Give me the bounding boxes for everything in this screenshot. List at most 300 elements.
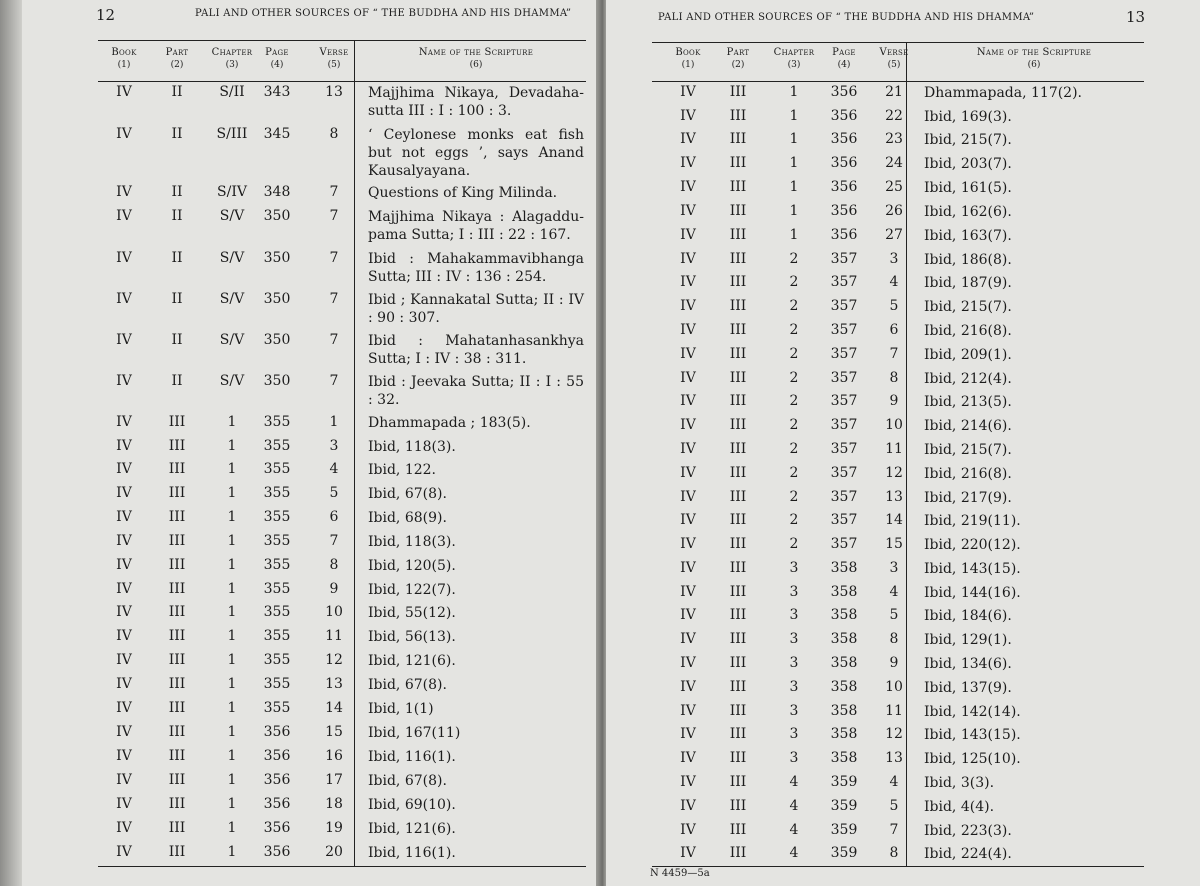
cell-chapter: S/V bbox=[219, 208, 245, 224]
cell-part: III bbox=[168, 438, 186, 454]
cell-part: II bbox=[171, 84, 183, 100]
cell-scripture: Ibid, 68(9). bbox=[368, 510, 447, 526]
cell-part: III bbox=[168, 652, 186, 668]
cell-scripture: Ibid, 216(8). bbox=[924, 323, 1012, 339]
cell-book: IV bbox=[116, 332, 132, 348]
table-bottom-rule bbox=[98, 866, 586, 867]
cell-book: IV bbox=[116, 126, 132, 142]
cell-page: 358 bbox=[830, 560, 858, 576]
cell-book: IV bbox=[680, 774, 696, 790]
cell-book: IV bbox=[680, 227, 696, 243]
cell-chapter: 1 bbox=[227, 581, 237, 597]
cell-chapter: 1 bbox=[227, 628, 237, 644]
cell-chapter: 1 bbox=[227, 533, 237, 549]
column-header-label: Page bbox=[832, 47, 856, 58]
cell-part: III bbox=[168, 844, 186, 860]
cell-part: III bbox=[729, 703, 747, 719]
column-header-number: (3) bbox=[225, 60, 239, 70]
page-edge bbox=[0, 0, 22, 886]
cell-chapter: 1 bbox=[227, 820, 237, 836]
header-bottom-rule bbox=[652, 81, 1144, 82]
cell-page: 356 bbox=[830, 84, 858, 100]
left-page-number: 12 bbox=[96, 6, 116, 24]
cell-chapter: 2 bbox=[789, 274, 799, 290]
cell-book: IV bbox=[680, 155, 696, 171]
cell-scripture: Ibid, 121(6). bbox=[368, 821, 456, 837]
cell-page: 357 bbox=[830, 489, 858, 505]
cell-scripture: Ibid, 125(10). bbox=[924, 751, 1021, 767]
cell-scripture: Ibid, 217(9). bbox=[924, 490, 1012, 506]
cell-scripture: Dhammapada, 117(2). bbox=[924, 85, 1083, 101]
cell-verse: 13 bbox=[325, 676, 343, 692]
cell-part: III bbox=[729, 155, 747, 171]
cell-chapter: 1 bbox=[789, 227, 799, 243]
column-header bbox=[94, 46, 154, 72]
cell-page: 358 bbox=[830, 584, 858, 600]
cell-part: III bbox=[729, 655, 747, 671]
column-header-number: (2) bbox=[731, 60, 745, 70]
cell-verse: 13 bbox=[885, 489, 903, 505]
cell-part: III bbox=[729, 203, 747, 219]
cell-part: III bbox=[729, 298, 747, 314]
cell-chapter: 1 bbox=[227, 438, 237, 454]
cell-page: 350 bbox=[263, 332, 291, 348]
cell-scripture: Ibid, 219(11). bbox=[924, 513, 1021, 529]
cell-chapter: 2 bbox=[789, 298, 799, 314]
cell-book: IV bbox=[680, 798, 696, 814]
cell-page: 357 bbox=[830, 441, 858, 457]
cell-page: 358 bbox=[830, 631, 858, 647]
cell-scripture: Ibid, 143(15). bbox=[924, 561, 1021, 577]
cell-book: IV bbox=[116, 557, 132, 573]
cell-verse: 3 bbox=[889, 560, 899, 576]
cell-page: 358 bbox=[830, 607, 858, 623]
cell-verse: 13 bbox=[885, 750, 903, 766]
cell-page: 356 bbox=[263, 820, 291, 836]
cell-verse: 10 bbox=[325, 604, 343, 620]
cell-scripture: Ibid, 169(3). bbox=[924, 109, 1012, 125]
cell-chapter: 1 bbox=[789, 108, 799, 124]
cell-scripture: Ibid, 187(9). bbox=[924, 275, 1012, 291]
cell-part: III bbox=[168, 461, 186, 477]
cell-verse: 7 bbox=[889, 346, 899, 362]
cell-scripture: Ibid, 223(3). bbox=[924, 823, 1012, 839]
cell-page: 357 bbox=[830, 370, 858, 386]
cell-verse: 19 bbox=[325, 820, 343, 836]
cell-page: 355 bbox=[263, 628, 291, 644]
cell-verse: 9 bbox=[889, 655, 899, 671]
cell-chapter: 1 bbox=[789, 203, 799, 219]
cell-book: IV bbox=[116, 820, 132, 836]
cell-verse: 1 bbox=[329, 414, 339, 430]
cell-book: IV bbox=[116, 291, 132, 307]
cell-book: IV bbox=[680, 489, 696, 505]
cell-page: 345 bbox=[263, 126, 291, 142]
cell-page: 355 bbox=[263, 557, 291, 573]
cell-chapter: 1 bbox=[227, 461, 237, 477]
cell-part: III bbox=[168, 557, 186, 573]
cell-part: III bbox=[729, 346, 747, 362]
cell-verse: 5 bbox=[889, 798, 899, 814]
cell-part: III bbox=[168, 581, 186, 597]
cell-book: IV bbox=[116, 581, 132, 597]
cell-book: IV bbox=[116, 700, 132, 716]
cell-scripture: Ibid, 215(7). bbox=[924, 442, 1012, 458]
cell-page: 355 bbox=[263, 700, 291, 716]
cell-verse: 8 bbox=[889, 845, 899, 861]
cell-verse: 15 bbox=[325, 724, 343, 740]
cell-chapter: 2 bbox=[789, 322, 799, 338]
cell-scripture: Ibid, 215(7). bbox=[924, 299, 1012, 315]
cell-scripture: Ibid, 67(8). bbox=[368, 677, 447, 693]
cell-scripture: Ibid, 67(8). bbox=[368, 486, 447, 502]
cell-page: 356 bbox=[830, 179, 858, 195]
cell-part: III bbox=[729, 726, 747, 742]
cell-page: 357 bbox=[830, 465, 858, 481]
cell-verse: 5 bbox=[889, 298, 899, 314]
cell-verse: 7 bbox=[889, 822, 899, 838]
cell-verse: 7 bbox=[329, 291, 339, 307]
cell-verse: 15 bbox=[885, 536, 903, 552]
cell-page: 359 bbox=[830, 798, 858, 814]
cell-book: IV bbox=[116, 724, 132, 740]
cell-chapter: 2 bbox=[789, 393, 799, 409]
cell-book: IV bbox=[680, 465, 696, 481]
cell-verse: 14 bbox=[325, 700, 343, 716]
cell-page: 356 bbox=[830, 227, 858, 243]
cell-chapter: 2 bbox=[789, 441, 799, 457]
cell-chapter: 1 bbox=[227, 509, 237, 525]
cell-page: 355 bbox=[263, 414, 291, 430]
cell-scripture: Ibid, 163(7). bbox=[924, 228, 1012, 244]
cell-chapter: 2 bbox=[789, 417, 799, 433]
cell-verse: 17 bbox=[325, 772, 343, 788]
cell-part: III bbox=[168, 772, 186, 788]
cell-page: 358 bbox=[830, 655, 858, 671]
cell-scripture: Ibid, 1(1) bbox=[368, 701, 434, 717]
cell-chapter: 4 bbox=[789, 845, 799, 861]
cell-chapter: 1 bbox=[227, 557, 237, 573]
cell-verse: 20 bbox=[325, 844, 343, 860]
cell-part: II bbox=[171, 291, 183, 307]
cell-scripture: Ibid, 122. bbox=[368, 462, 437, 478]
cell-book: IV bbox=[680, 370, 696, 386]
cell-book: IV bbox=[116, 509, 132, 525]
cell-page: 350 bbox=[263, 373, 291, 389]
cell-chapter: 2 bbox=[789, 251, 799, 267]
cell-part: II bbox=[171, 184, 183, 200]
cell-page: 355 bbox=[263, 509, 291, 525]
column-header-number: (1) bbox=[681, 60, 695, 70]
cell-page: 356 bbox=[263, 724, 291, 740]
cell-page: 355 bbox=[263, 438, 291, 454]
cell-scripture: ‘ Ceylonese monks eat fish but not eggs ’, says Anand Kausalyayana. bbox=[368, 127, 584, 179]
cell-book: IV bbox=[680, 417, 696, 433]
cell-scripture: Ibid, 161(5). bbox=[924, 180, 1012, 196]
cell-part: III bbox=[729, 679, 747, 695]
cell-page: 356 bbox=[263, 748, 291, 764]
cell-verse: 11 bbox=[885, 703, 903, 719]
cell-part: III bbox=[168, 820, 186, 836]
cell-chapter: 3 bbox=[789, 679, 799, 695]
cell-book: IV bbox=[680, 560, 696, 576]
cell-scripture: Ibid, 214(6). bbox=[924, 418, 1012, 434]
cell-book: IV bbox=[680, 274, 696, 290]
cell-scripture: Ibid, 69(10). bbox=[368, 797, 456, 813]
cell-part: III bbox=[729, 774, 747, 790]
cell-book: IV bbox=[116, 533, 132, 549]
cell-page: 356 bbox=[830, 155, 858, 171]
cell-book: IV bbox=[116, 485, 132, 501]
cell-chapter: 1 bbox=[227, 844, 237, 860]
cell-part: II bbox=[171, 126, 183, 142]
cell-chapter: 1 bbox=[227, 700, 237, 716]
cell-book: IV bbox=[680, 679, 696, 695]
column-header-label: Name of the Scripture bbox=[418, 47, 534, 58]
cell-page: 358 bbox=[830, 750, 858, 766]
column-header-label: Chapter bbox=[211, 47, 253, 58]
cell-book: IV bbox=[680, 631, 696, 647]
cell-verse: 13 bbox=[325, 84, 343, 100]
cell-part: III bbox=[729, 607, 747, 623]
cell-chapter: 1 bbox=[227, 676, 237, 692]
cell-book: IV bbox=[680, 536, 696, 552]
cell-chapter: 3 bbox=[789, 750, 799, 766]
cell-book: IV bbox=[116, 438, 132, 454]
cell-scripture: Ibid, 121(6). bbox=[368, 653, 456, 669]
cell-scripture: Ibid, 224(4). bbox=[924, 846, 1012, 862]
cell-scripture: Ibid, 209(1). bbox=[924, 347, 1012, 363]
cell-page: 359 bbox=[830, 822, 858, 838]
cell-verse: 4 bbox=[889, 774, 899, 790]
column-header-label: Name of the Scripture bbox=[976, 47, 1092, 58]
cell-part: III bbox=[729, 441, 747, 457]
cell-scripture: Majjhima Nikaya, Devadaha-sutta III : I : 100 : 3. bbox=[368, 85, 584, 119]
cell-part: III bbox=[729, 393, 747, 409]
cell-page: 356 bbox=[830, 203, 858, 219]
cell-scripture: Ibid, 212(4). bbox=[924, 371, 1012, 387]
cell-verse: 7 bbox=[329, 332, 339, 348]
cell-part: III bbox=[729, 274, 747, 290]
cell-verse: 12 bbox=[885, 726, 903, 742]
cell-page: 357 bbox=[830, 417, 858, 433]
column-header bbox=[304, 46, 364, 72]
cell-scripture: Ibid, 118(3). bbox=[368, 439, 456, 455]
cell-book: IV bbox=[680, 584, 696, 600]
cell-chapter: 1 bbox=[227, 414, 237, 430]
printer-footer: N 4459—5a bbox=[650, 868, 710, 879]
cell-part: III bbox=[168, 604, 186, 620]
cell-book: IV bbox=[116, 184, 132, 200]
cell-scripture: Ibid, 120(5). bbox=[368, 558, 456, 574]
cell-scripture: Ibid, 134(6). bbox=[924, 656, 1012, 672]
cell-part: III bbox=[168, 796, 186, 812]
cell-scripture: Ibid, 55(12). bbox=[368, 605, 456, 621]
cell-verse: 8 bbox=[329, 557, 339, 573]
cell-chapter: S/V bbox=[219, 250, 245, 266]
cell-book: IV bbox=[116, 772, 132, 788]
cell-part: III bbox=[168, 485, 186, 501]
column-header-label: Part bbox=[726, 47, 750, 58]
cell-part: III bbox=[729, 845, 747, 861]
cell-scripture: Ibid : Mahatanhasankhya Sutta; I : IV : 38 : 311. bbox=[368, 333, 584, 367]
cell-scripture: Questions of King Milinda. bbox=[368, 185, 558, 201]
cell-book: IV bbox=[680, 441, 696, 457]
cell-verse: 8 bbox=[329, 126, 339, 142]
cell-verse: 4 bbox=[329, 461, 339, 477]
cell-part: III bbox=[729, 370, 747, 386]
column-header-label: Verse bbox=[319, 47, 349, 58]
cell-part: II bbox=[171, 208, 183, 224]
cell-chapter: 4 bbox=[789, 774, 799, 790]
cell-chapter: 1 bbox=[789, 179, 799, 195]
column-header-number: (4) bbox=[270, 60, 284, 70]
cell-chapter: 1 bbox=[789, 84, 799, 100]
cell-book: IV bbox=[116, 628, 132, 644]
cell-verse: 23 bbox=[885, 131, 903, 147]
cell-book: IV bbox=[680, 703, 696, 719]
cell-verse: 24 bbox=[885, 155, 903, 171]
column-header bbox=[924, 46, 1144, 72]
cell-verse: 3 bbox=[329, 438, 339, 454]
cell-chapter: 2 bbox=[789, 465, 799, 481]
table-bottom-rule bbox=[652, 866, 1144, 867]
cell-part: III bbox=[729, 512, 747, 528]
column-header-number: (6) bbox=[469, 60, 483, 70]
cell-chapter: 2 bbox=[789, 536, 799, 552]
cell-part: III bbox=[168, 533, 186, 549]
cell-book: IV bbox=[680, 322, 696, 338]
cell-verse: 6 bbox=[889, 322, 899, 338]
cell-page: 356 bbox=[263, 844, 291, 860]
column-header-label: Page bbox=[265, 47, 289, 58]
cell-verse: 7 bbox=[329, 373, 339, 389]
cell-book: IV bbox=[680, 251, 696, 267]
right-page bbox=[606, 0, 1200, 886]
cell-page: 355 bbox=[263, 652, 291, 668]
cell-book: IV bbox=[680, 203, 696, 219]
column-header bbox=[864, 46, 924, 72]
column-header-number: (5) bbox=[887, 60, 901, 70]
cell-chapter: 2 bbox=[789, 370, 799, 386]
cell-chapter: 3 bbox=[789, 631, 799, 647]
cell-part: III bbox=[729, 584, 747, 600]
cell-scripture: Ibid : Jeevaka Sutta; II : I : 55 : 32. bbox=[368, 374, 584, 408]
cell-book: IV bbox=[680, 108, 696, 124]
cell-verse: 6 bbox=[329, 509, 339, 525]
cell-chapter: 3 bbox=[789, 726, 799, 742]
cell-chapter: 1 bbox=[789, 131, 799, 147]
cell-part: III bbox=[729, 798, 747, 814]
cell-scripture: Ibid, 143(15). bbox=[924, 727, 1021, 743]
cell-part: III bbox=[168, 676, 186, 692]
cell-part: III bbox=[729, 108, 747, 124]
cell-page: 355 bbox=[263, 461, 291, 477]
cell-scripture: Ibid, 3(3). bbox=[924, 775, 995, 791]
column-header-label: Book bbox=[111, 47, 137, 58]
cell-book: IV bbox=[116, 208, 132, 224]
cell-part: III bbox=[729, 750, 747, 766]
cell-verse: 11 bbox=[325, 628, 343, 644]
cell-part: III bbox=[168, 628, 186, 644]
column-header-number: (5) bbox=[327, 60, 341, 70]
cell-part: III bbox=[729, 822, 747, 838]
cell-verse: 26 bbox=[885, 203, 903, 219]
cell-chapter: 1 bbox=[227, 652, 237, 668]
cell-chapter: 1 bbox=[227, 796, 237, 812]
header-bottom-rule bbox=[98, 81, 586, 82]
cell-book: IV bbox=[680, 750, 696, 766]
cell-book: IV bbox=[680, 845, 696, 861]
cell-scripture: Ibid, 144(16). bbox=[924, 585, 1021, 601]
cell-part: III bbox=[729, 560, 747, 576]
cell-scripture: Ibid, 213(5). bbox=[924, 394, 1012, 410]
cell-book: IV bbox=[116, 796, 132, 812]
column-header-label: Part bbox=[165, 47, 189, 58]
cell-verse: 18 bbox=[325, 796, 343, 812]
cell-scripture: Ibid, 67(8). bbox=[368, 773, 447, 789]
cell-page: 355 bbox=[263, 604, 291, 620]
cell-part: II bbox=[171, 250, 183, 266]
right-page-number: 13 bbox=[1126, 8, 1146, 26]
cell-part: III bbox=[168, 509, 186, 525]
cell-chapter: S/V bbox=[219, 291, 245, 307]
cell-part: III bbox=[729, 536, 747, 552]
right-running-head: PALI AND OTHER SOURCES OF “ THE BUDDHA AND HIS DHAMMA” bbox=[658, 12, 1035, 23]
cell-scripture: Ibid : Mahakammavibhanga Sutta; III : IV : 136 : 254. bbox=[368, 251, 584, 285]
column-header-number: (2) bbox=[170, 60, 184, 70]
cell-chapter: S/V bbox=[219, 373, 245, 389]
cell-part: III bbox=[729, 84, 747, 100]
cell-page: 355 bbox=[263, 485, 291, 501]
cell-scripture: Ibid, 4(4). bbox=[924, 799, 995, 815]
cell-book: IV bbox=[116, 414, 132, 430]
cell-verse: 21 bbox=[885, 84, 903, 100]
cell-part: III bbox=[729, 489, 747, 505]
cell-page: 358 bbox=[830, 726, 858, 742]
cell-chapter: S/III bbox=[216, 126, 248, 142]
cell-part: III bbox=[168, 724, 186, 740]
cell-scripture: Ibid, 116(1). bbox=[368, 749, 456, 765]
cell-chapter: S/II bbox=[219, 84, 245, 100]
column-header-label: Verse bbox=[879, 47, 909, 58]
cell-page: 359 bbox=[830, 845, 858, 861]
cell-page: 357 bbox=[830, 346, 858, 362]
cell-chapter: 1 bbox=[789, 155, 799, 171]
cell-scripture: Ibid, 216(8). bbox=[924, 466, 1012, 482]
cell-verse: 8 bbox=[889, 631, 899, 647]
cell-page: 357 bbox=[830, 512, 858, 528]
cell-page: 358 bbox=[830, 703, 858, 719]
cell-verse: 8 bbox=[889, 370, 899, 386]
cell-book: IV bbox=[680, 655, 696, 671]
cell-chapter: 2 bbox=[789, 512, 799, 528]
cell-part: III bbox=[168, 700, 186, 716]
cell-verse: 4 bbox=[889, 274, 899, 290]
cell-chapter: 4 bbox=[789, 798, 799, 814]
cell-page: 359 bbox=[830, 774, 858, 790]
cell-page: 343 bbox=[263, 84, 291, 100]
cell-verse: 5 bbox=[329, 485, 339, 501]
column-header-label: Chapter bbox=[773, 47, 815, 58]
cell-part: II bbox=[171, 332, 183, 348]
cell-verse: 11 bbox=[885, 441, 903, 457]
cell-scripture: Ibid, 122(7). bbox=[368, 582, 456, 598]
cell-chapter: 3 bbox=[789, 703, 799, 719]
cell-book: IV bbox=[680, 179, 696, 195]
cell-verse: 7 bbox=[329, 250, 339, 266]
cell-page: 348 bbox=[263, 184, 291, 200]
